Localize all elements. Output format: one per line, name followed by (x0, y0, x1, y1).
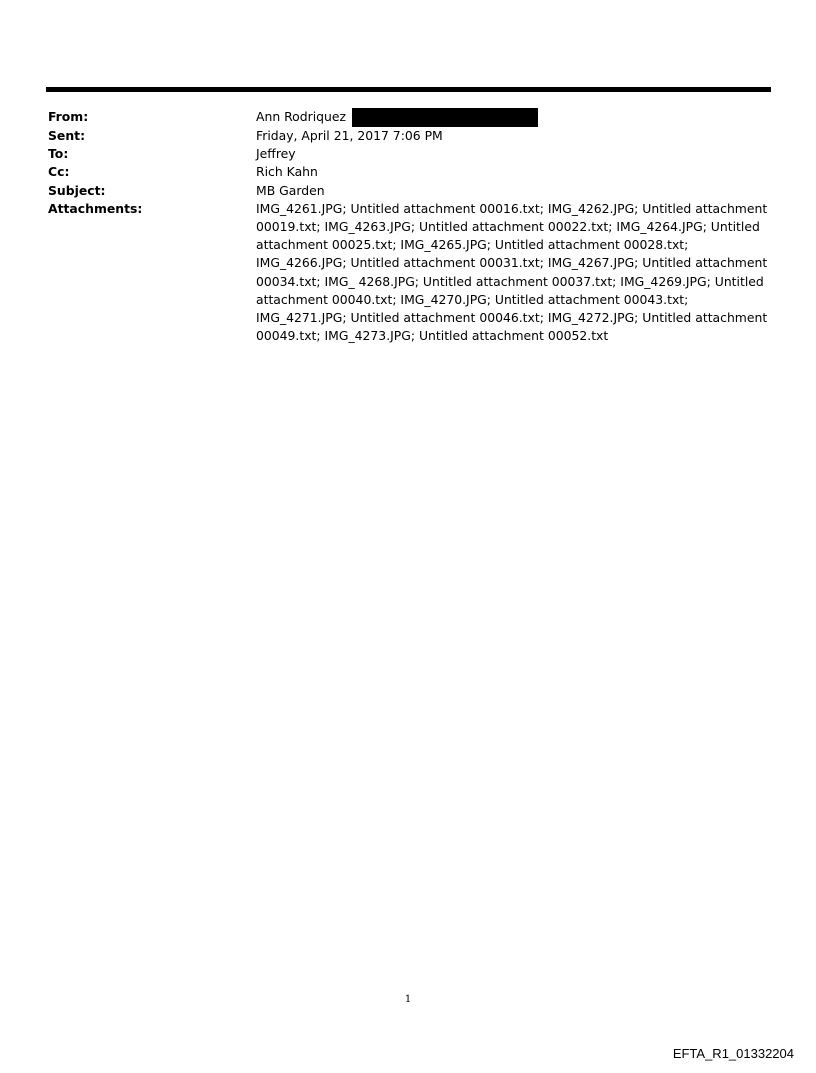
attachments-row (48, 200, 768, 346)
header-divider (46, 87, 771, 92)
cc-value: Rich Kahn (256, 164, 318, 180)
redaction-block (352, 108, 538, 127)
from-value (256, 108, 768, 127)
attachments-value: IMG_4261.JPG; Untitled attachment 00016.txt; IMG_4262.JPG; Untitled attachment 00019.txt; IMG_4263.JPG; Untitled attachment 00022.txt; IMG_4264.JPG; Untitled attachment 00025.txt; IMG_4265.JPG; Untitled attachment 00028.txt; IMG_4266.JPG; Untitled attachment 00031.txt; IMG_4267.JPG; Untitled attachment 00034.txt; IMG_ 4268.JPG; Untitled attachment 00037.txt; IMG_4269.JPG; Untitled attachment 00040.txt; IMG_4270.JPG; Untitled attachment 00043.txt; IMG_4271.JPG; Untitled attachment 00046.txt; IMG_4272.JPG; Untitled attachment 00049.txt; IMG_4273.JPG; Untitled attachment 00052.txt (256, 200, 768, 344)
subject-value: MB Garden (256, 182, 325, 198)
subject-label: Subject: (48, 182, 106, 198)
attachments-label: Attachments: (48, 200, 143, 216)
from-row (48, 108, 768, 127)
to-value: Jeffrey (256, 146, 296, 162)
from-label: From: (48, 109, 89, 124)
cc-label: Cc: (48, 164, 70, 180)
to-label: To: (48, 146, 69, 162)
subject-row (48, 182, 768, 200)
document-id: EFTA_R1_01332204 (672, 1046, 794, 1061)
page-number: 1 (404, 994, 412, 1005)
sent-value: Friday, April 21, 2017 7:06 PM (256, 128, 443, 143)
sent-row (48, 127, 768, 145)
email-header (48, 108, 768, 345)
sender-name: Ann Rodriquez (256, 109, 347, 125)
cc-row (48, 163, 768, 181)
to-row (48, 145, 768, 163)
sent-label: Sent: (48, 128, 86, 143)
